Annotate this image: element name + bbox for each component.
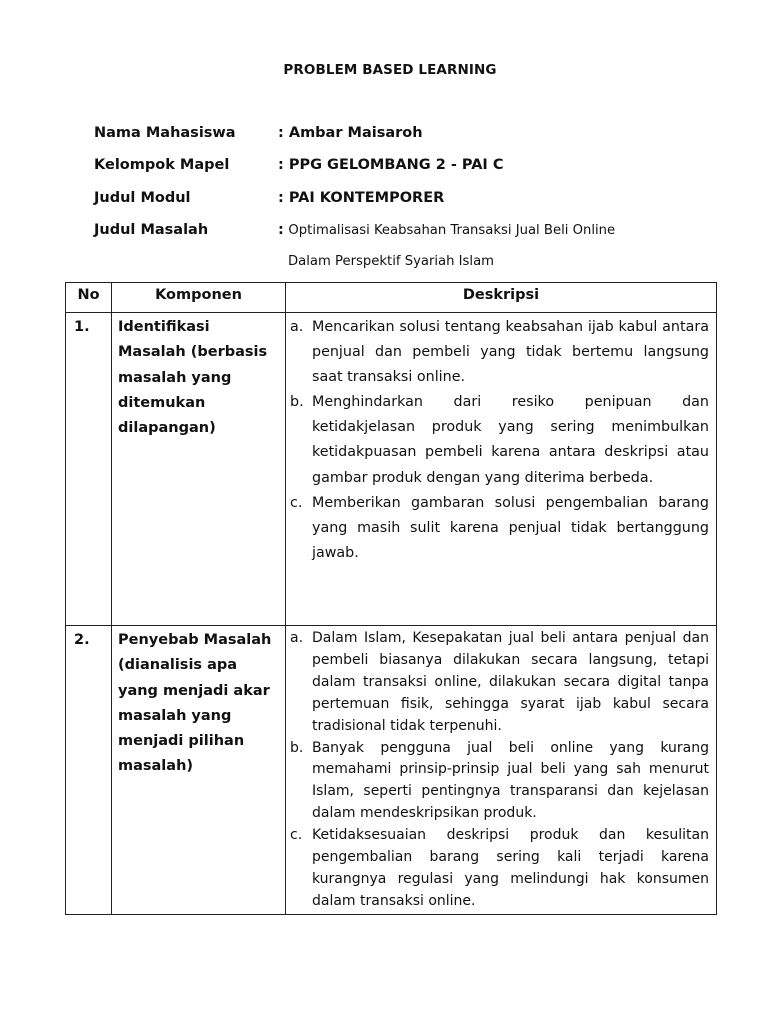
list-marker: a. — [290, 319, 304, 335]
table-header-row — [66, 283, 717, 313]
list-item-text: Ketidaksesuaian deskripsi produk dan kesulitan pengembalian barang sering kali terjadi karena kurangnya regulasi yang melindungi hak konsumen dalam transaksi online. — [312, 827, 709, 909]
kelompok-mapel-label: Kelompok Mapel — [94, 157, 230, 173]
table-row — [66, 626, 717, 915]
deskripsi-cell — [286, 313, 717, 626]
list-marker: c. — [290, 494, 303, 511]
pbl-table — [65, 282, 717, 915]
list-item — [286, 491, 716, 566]
list-item — [286, 390, 716, 490]
header-no: No — [66, 283, 112, 313]
nama-mahasiswa-value: : Ambar Maisaroh — [278, 125, 423, 141]
header-komponen: Komponen — [112, 283, 286, 313]
list-item — [286, 738, 716, 826]
judul-masalah-label: Judul Masalah — [94, 222, 209, 238]
list-item-text: Banyak pengguna jual beli online yang kurang memahami prinsip-prinsip jual beli yang sah menurut Islam, seperti pentingnya transparansi dan kejelasan dalam mendeskripsikan produk. — [312, 739, 709, 822]
table-row — [66, 313, 717, 626]
list-marker: a. — [290, 630, 304, 646]
deskripsi-list — [286, 626, 716, 913]
list-item — [286, 628, 716, 738]
list-item-text: Memberikan gambaran solusi pengembalian barang yang masih sulit karena penjual tidak bertanggung jawab. — [312, 494, 709, 561]
row-number: 2. — [66, 626, 112, 915]
list-marker: b. — [290, 394, 304, 411]
list-item-text: Dalam Islam, Kesepakatan jual beli antara penjual dan pembeli biasanya dilakukan secara langsung, tetapi dalam transaksi online, dilakukan secara digital tanpa pertemuan fisik, sehingga syarat ijab kabul secara tradisional tidak terpenuhi. — [312, 630, 709, 734]
list-item — [286, 825, 716, 913]
row-number: 1. — [66, 313, 112, 626]
kelompok-mapel-value: : PPG GELOMBANG 2 - PAI C — [278, 157, 504, 173]
komponen-cell: Penyebab Masalah (dianalisis apa yang menjadi akar masalah yang menjadi pilihan masalah) — [112, 626, 286, 915]
deskripsi-cell — [286, 626, 717, 915]
header-deskripsi: Deskripsi — [286, 283, 717, 313]
judul-masalah-colon: : — [278, 222, 284, 238]
nama-mahasiswa-label: Nama Mahasiswa — [94, 125, 236, 141]
komponen-cell: Identifikasi Masalah (berbasis masalah yang ditemukan dilapangan) — [112, 313, 286, 626]
judul-masalah-value — [278, 222, 615, 238]
judul-modul-value: : PAI KONTEMPORER — [278, 190, 445, 206]
list-marker: b. — [290, 739, 304, 756]
list-marker: c. — [290, 827, 303, 844]
document-title: PROBLEM BASED LEARNING — [283, 62, 497, 78]
judul-modul-label: Judul Modul — [94, 190, 191, 206]
deskripsi-list — [286, 313, 716, 566]
list-item — [286, 315, 716, 390]
judul-masalah-line1: Optimalisasi Keabsahan Transaksi Jual Beli Online — [288, 223, 616, 238]
list-item-text: Mencarikan solusi tentang keabsahan ijab kabul antara penjual dan pembeli yang tidak bertemu langsung saat transaksi online. — [312, 319, 709, 386]
judul-masalah-line2: Dalam Perspektif Syariah Islam — [288, 254, 495, 269]
list-item-text: Menghindarkan dari resiko penipuan dan ketidakjelasan produk yang sering menimbulkan ketidakpuasan pembeli karena antara deskripsi atau gambar produk dengan yang diterima berbeda. — [312, 394, 709, 486]
